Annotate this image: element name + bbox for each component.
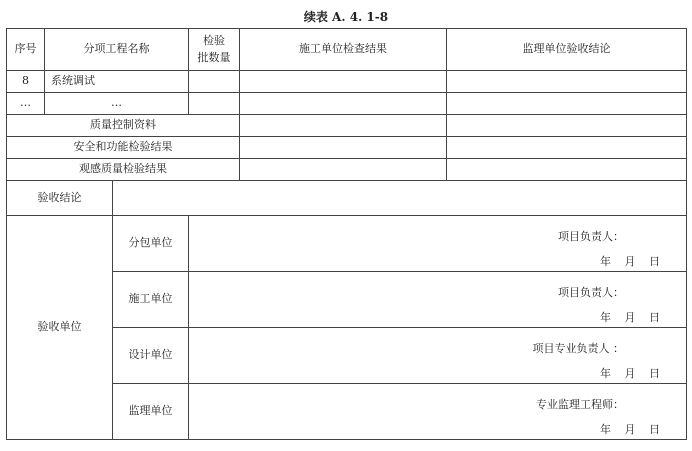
conclusion-label: 验收结论 [7, 181, 113, 216]
conclusion-row [7, 181, 687, 216]
header-batch-line2: 批数量 [197, 51, 231, 65]
summary-label-appearance: 观感质量检验结果 [7, 159, 240, 181]
signer-role: 专业监理工程师： [536, 398, 624, 411]
row-seq: 8 [7, 71, 45, 93]
acceptance-row [7, 216, 687, 272]
summary-supervisor-cell[interactable] [447, 115, 687, 137]
sign-date: 年 月 日 [600, 255, 660, 268]
summary-label-safety-function: 安全和功能检验结果 [7, 137, 240, 159]
signer-role: 项目负责人： [558, 286, 624, 299]
summary-constructor-cell[interactable] [240, 115, 447, 137]
row-constructor-cell[interactable] [240, 93, 447, 115]
summary-supervisor-cell[interactable] [447, 159, 687, 181]
table-caption: 续表 A. 4. 1-8 [303, 10, 389, 24]
summary-row [7, 137, 687, 159]
row-item-name: 系统调试 [45, 71, 189, 93]
summary-constructor-cell[interactable] [240, 137, 447, 159]
header-row [7, 29, 687, 71]
row-supervisor-cell[interactable] [447, 71, 687, 93]
header-batch-line1: 检验 [203, 34, 225, 48]
unit-name: 监理单位 [113, 384, 189, 440]
summary-label-quality-docs: 质量控制资料 [7, 115, 240, 137]
signature-cell[interactable] [189, 216, 687, 272]
row-item-name: … [45, 93, 189, 115]
header-item-name: 分项工程名称 [45, 29, 189, 71]
signer-role: 项目负责人： [558, 230, 624, 243]
summary-supervisor-cell[interactable] [447, 137, 687, 159]
conclusion-cell[interactable] [113, 181, 687, 216]
acceptance-label: 验收单位 [7, 216, 113, 440]
unit-name: 施工单位 [113, 272, 189, 328]
unit-name: 设计单位 [113, 328, 189, 384]
summary-row [7, 115, 687, 137]
sign-date: 年 月 日 [600, 367, 660, 380]
signature-cell[interactable] [189, 328, 687, 384]
acceptance-table [6, 28, 687, 440]
header-batch-count [189, 29, 240, 71]
row-seq: … [7, 93, 45, 115]
sign-date: 年 月 日 [600, 311, 660, 324]
unit-name: 分包单位 [113, 216, 189, 272]
header-supervisor-result: 监理单位验收结论 [447, 29, 687, 71]
table-row [7, 93, 687, 115]
signature-cell[interactable] [189, 384, 687, 440]
row-batch-cell[interactable] [189, 71, 240, 93]
row-batch-cell[interactable] [189, 93, 240, 115]
signer-role: 项目专业负责人 ： [532, 342, 624, 355]
header-seq: 序号 [7, 29, 45, 71]
sign-date: 年 月 日 [600, 423, 660, 436]
summary-row [7, 159, 687, 181]
header-constructor-result: 施工单位检查结果 [240, 29, 447, 71]
row-constructor-cell[interactable] [240, 71, 447, 93]
row-supervisor-cell[interactable] [447, 93, 687, 115]
table-row [7, 71, 687, 93]
summary-constructor-cell[interactable] [240, 159, 447, 181]
signature-cell[interactable] [189, 272, 687, 328]
